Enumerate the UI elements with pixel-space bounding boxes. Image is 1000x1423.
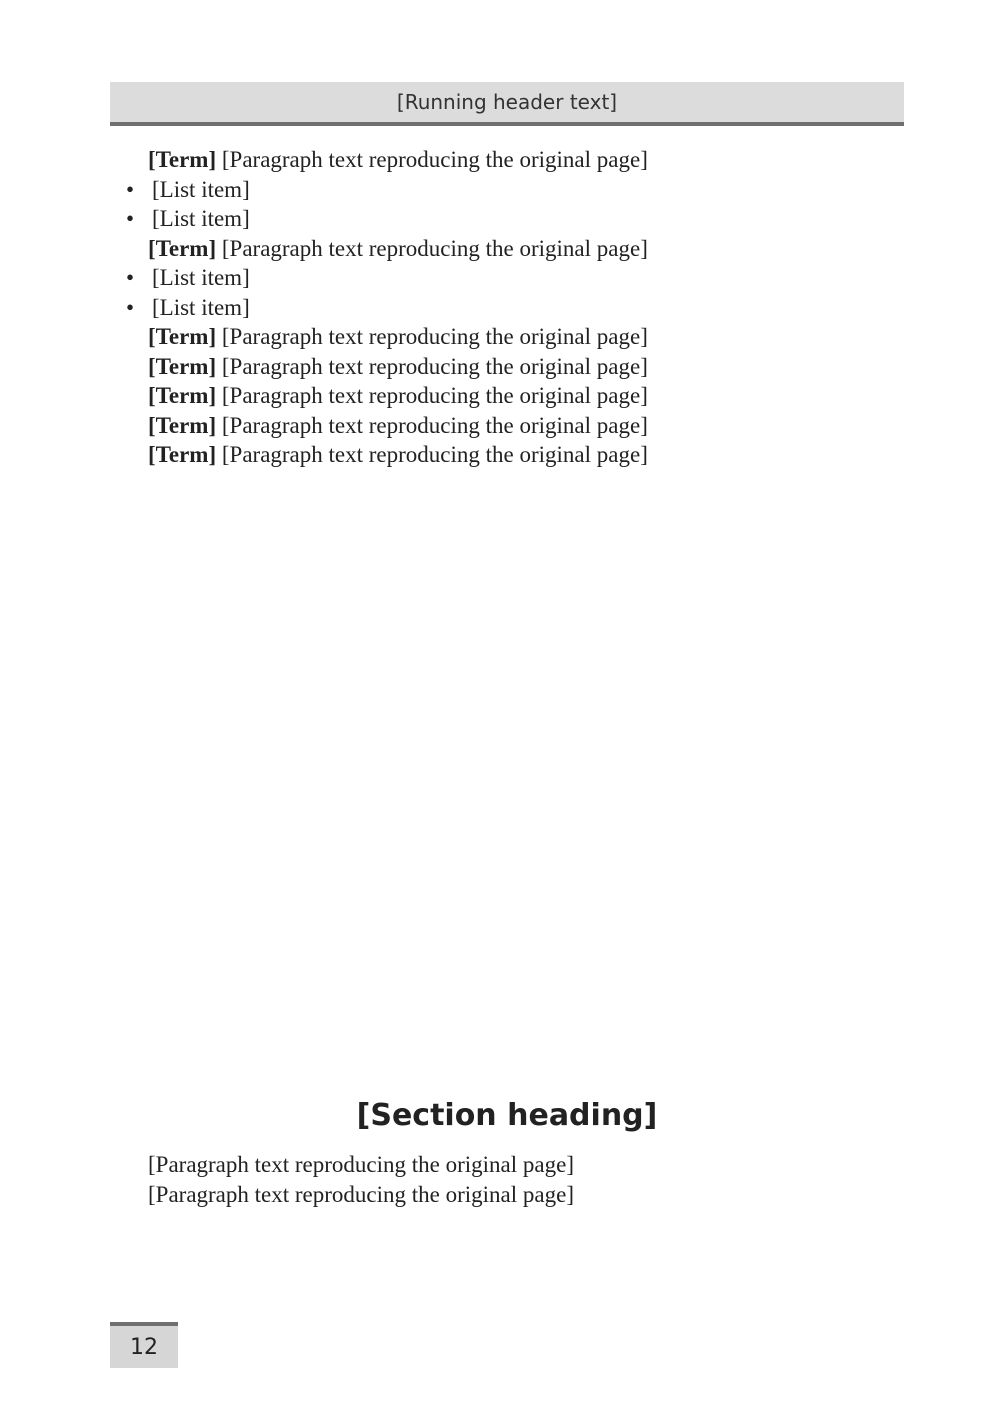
paragraph	[112, 352, 906, 382]
paragraph-text: [Paragraph text reproducing the original page]	[221, 442, 648, 467]
paragraph-text: [Paragraph text reproducing the original page]	[221, 383, 648, 408]
term: [Term]	[148, 383, 217, 408]
paragraph	[112, 411, 906, 441]
list-item: • [List item]	[112, 293, 906, 323]
paragraph	[112, 381, 906, 411]
paragraph-text: [Paragraph text reproducing the original page]	[221, 147, 648, 172]
list-item: • [List item]	[112, 175, 906, 205]
list-item: • [List item]	[112, 204, 906, 234]
paragraph	[112, 322, 906, 352]
paragraph	[112, 145, 906, 175]
section-heading: [Section heading]	[356, 1098, 658, 1133]
term: [Term]	[148, 412, 217, 438]
list-item: • [List item]	[112, 263, 906, 293]
bullet-list	[112, 175, 906, 234]
paragraph-text: [Paragraph text reproducing the original page]	[221, 412, 648, 438]
paragraph-text: [Paragraph text reproducing the original page]	[221, 353, 648, 379]
paragraph-text: [Paragraph text reproducing the original page]	[221, 324, 648, 349]
term: [Term]	[148, 353, 217, 379]
bullet-list	[112, 263, 906, 322]
term: [Term]	[148, 442, 217, 467]
section-text	[112, 1150, 906, 1209]
paragraph	[112, 440, 906, 470]
paragraph	[112, 1180, 906, 1210]
term: [Term]	[148, 235, 217, 261]
page-number: 12	[110, 1322, 178, 1368]
paragraph-text: [Paragraph text reproducing the original page]	[148, 1152, 574, 1177]
term: [Term]	[148, 324, 217, 349]
paragraph-text: [Paragraph text reproducing the original page]	[148, 1181, 574, 1207]
term: [Term]	[148, 147, 217, 172]
paragraph	[112, 234, 906, 264]
main-text	[112, 145, 906, 470]
paragraph-text: [Paragraph text reproducing the original page]	[221, 235, 648, 261]
paragraph	[112, 1150, 906, 1180]
running-header: [Running header text]	[110, 82, 904, 126]
